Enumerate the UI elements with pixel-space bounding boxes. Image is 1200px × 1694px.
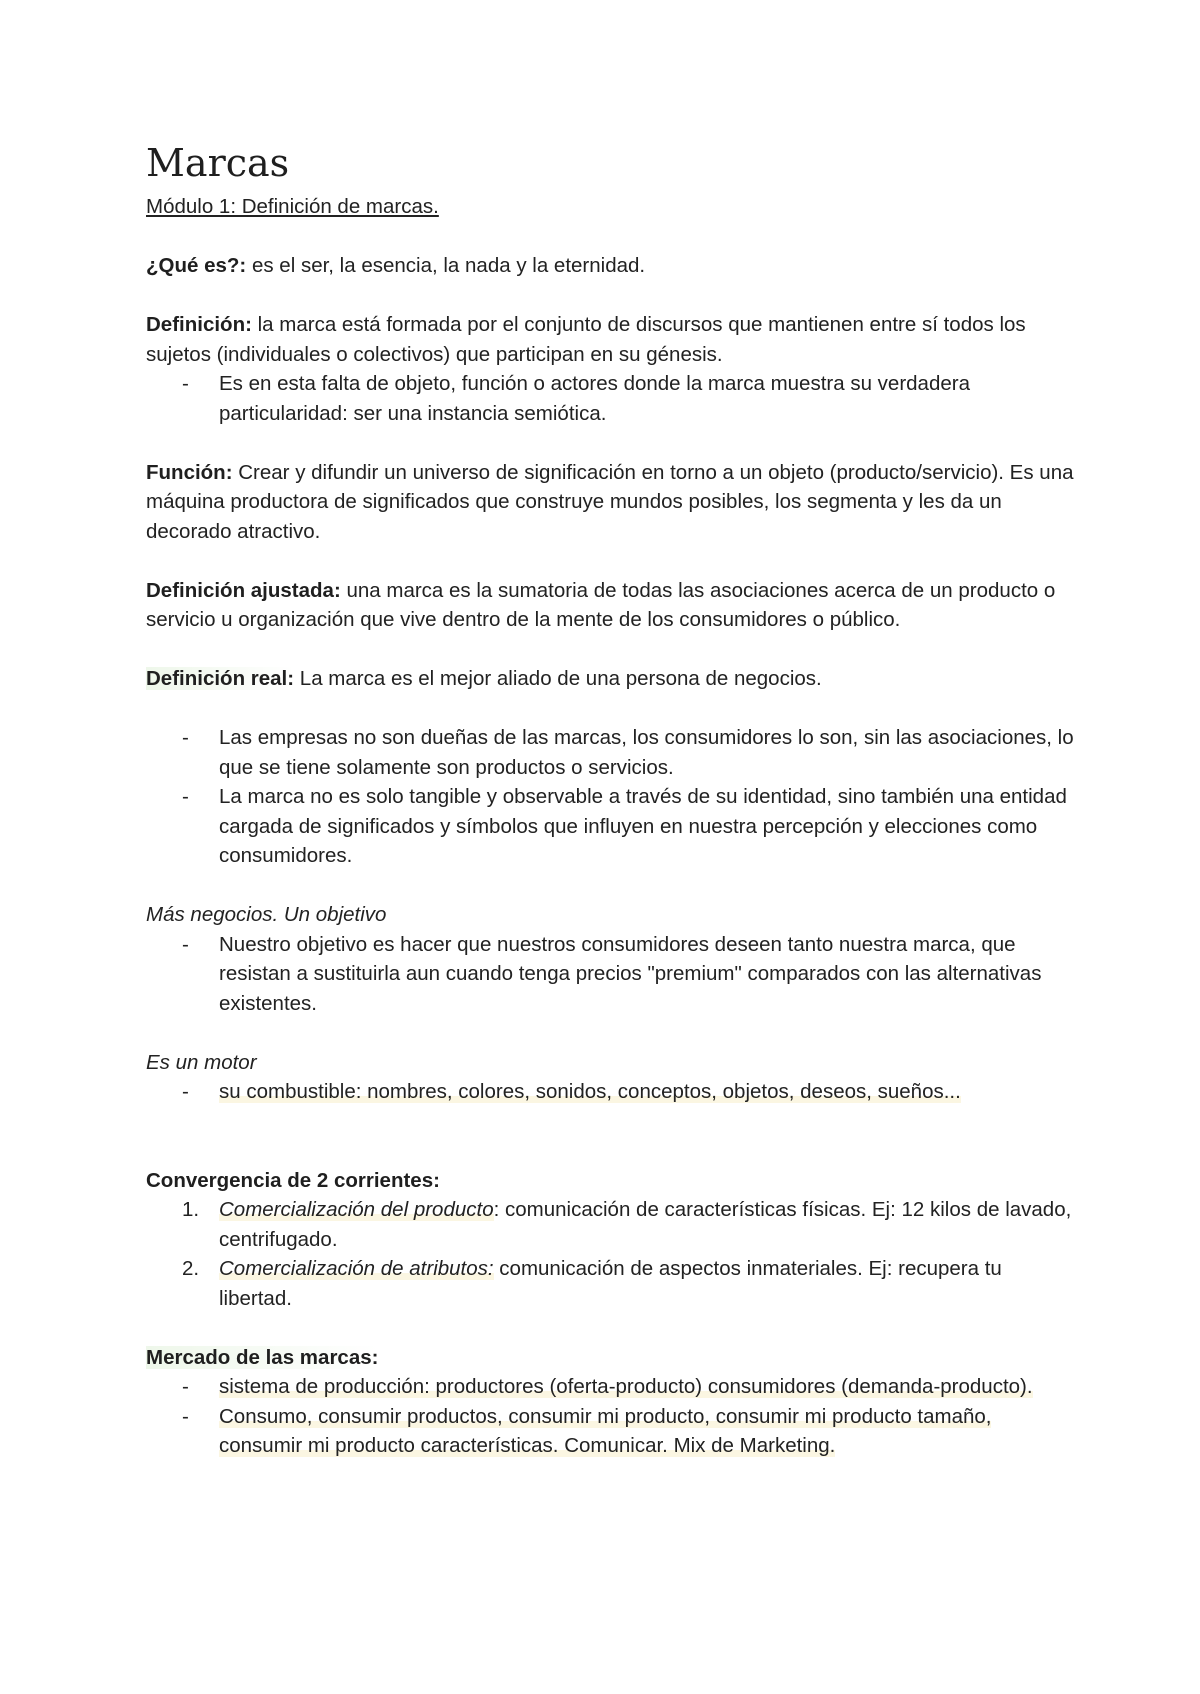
dash-marker: -: [182, 1375, 189, 1398]
item-term: Comercialización del producto: [219, 1198, 494, 1221]
list-item: [146, 369, 1076, 428]
dash-marker: -: [182, 1404, 189, 1428]
item-term: Comercialización de atributos:: [219, 1257, 494, 1280]
definicion-text: la marca está formada por el conjunto de discursos que mantienen entre sí todos los sujetos (individuales o colectivos) que participan en su génesis.: [146, 313, 1026, 366]
definicion-real-paragraph: [146, 664, 1076, 694]
list-item: [146, 1254, 1076, 1313]
definicion-bullets: [146, 369, 1076, 428]
mas-negocios-heading-text: Más negocios. Un objetivo: [146, 903, 387, 926]
funcion-paragraph: [146, 458, 1076, 547]
motor-heading-text: Es un motor: [146, 1050, 257, 1074]
module-subtitle: Módulo 1: Definición de marcas.: [146, 195, 439, 218]
dash-marker: -: [182, 785, 189, 808]
convergencia-list: [146, 1195, 1076, 1313]
list-item: [146, 1372, 1076, 1402]
list-item: [146, 930, 1076, 1019]
bullet-text: su combustible: nombres, colores, sonidos, conceptos, objetos, deseos, sueños...: [219, 1080, 961, 1103]
list-item: [146, 1402, 1076, 1461]
convergencia-heading-text: Convergencia de 2 corrientes:: [146, 1168, 440, 1192]
mercado-heading: [146, 1343, 1076, 1373]
definicion-ajustada-paragraph: [146, 576, 1076, 635]
que-es-label: ¿Qué es?:: [146, 254, 247, 277]
que-es-paragraph: [146, 251, 1076, 281]
definicion-real-bullets: [146, 723, 1076, 871]
definicion-real-text: La marca es el mejor aliado de una persona de negocios.: [294, 667, 822, 690]
page-title: Marcas: [146, 141, 290, 185]
number-marker: 2.: [182, 1257, 200, 1280]
dash-marker: -: [182, 372, 189, 395]
bullet-text: Nuestro objetivo es hacer que nuestros consumidores deseen tanto nuestra marca, que resistan a sustituirla aun cuando tenga precios "premium" comparados con las alternativas existentes.: [219, 932, 1042, 1015]
item-text: : comunicación de características físicas. Ej: 12 kilos de lavado, centrifugado.: [219, 1198, 1072, 1251]
list-item: [146, 1195, 1076, 1254]
motor-heading: [146, 1048, 1076, 1078]
mas-negocios-bullets: [146, 930, 1076, 1019]
definicion-paragraph: [146, 310, 1076, 369]
list-item: [146, 782, 1076, 871]
mercado-heading-text: Mercado de las marcas:: [146, 1345, 379, 1369]
mas-negocios-heading: [146, 900, 1076, 930]
bullet-text: Consumo, consumir productos, consumir mi producto, consumir mi producto tamaño, consumir mi producto características. Comunicar. Mix de Marketing.: [219, 1404, 992, 1457]
number-marker: 1.: [182, 1198, 200, 1221]
definicion-ajustada-label: Definición ajustada:: [146, 578, 341, 602]
funcion-label: Función:: [146, 460, 233, 484]
bullet-text: sistema de producción: productores (oferta-producto) consumidores (demanda-producto).: [219, 1375, 1033, 1398]
que-es-text: es el ser, la esencia, la nada y la eternidad.: [246, 254, 646, 277]
funcion-text: Crear y difundir un universo de significación en torno a un objeto (producto/servicio). Es una máquina productora de significados que construye mundos posibles, los segmenta y les da un decorado atractivo.: [146, 460, 1074, 543]
item-text: comunicación de aspectos inmateriales. Ej: recupera tu libertad.: [219, 1257, 1002, 1310]
definicion-ajustada-text: una marca es la sumatoria de todas las asociaciones acerca de un producto o servicio u organización que vive dentro de la mente de los consumidores o público.: [146, 578, 1056, 631]
list-item: [146, 1077, 1076, 1107]
dash-marker: -: [182, 932, 189, 956]
definicion-real-label: Definición real:: [146, 667, 295, 690]
dash-marker: -: [182, 1080, 189, 1103]
bullet-text: Las empresas no son dueñas de las marcas, los consumidores lo son, sin las asociaciones, lo que se tiene solamente son productos o servicios.: [219, 726, 1074, 779]
dash-marker: -: [182, 726, 189, 749]
definicion-label: Definición:: [146, 313, 252, 336]
list-item: [146, 723, 1076, 782]
bullet-text: Es en esta falta de objeto, función o actores donde la marca muestra su verdadera particularidad: ser una instancia semiótica.: [219, 372, 970, 425]
mercado-bullets: [146, 1372, 1076, 1461]
motor-bullets: [146, 1077, 1076, 1107]
convergencia-heading: [146, 1166, 1076, 1196]
bullet-text: La marca no es solo tangible y observable a través de su identidad, sino también una entidad cargada de significados y símbolos que influyen en nuestra percepción y elecciones como consumidores.: [219, 785, 1067, 867]
document-content: [146, 140, 1076, 1461]
